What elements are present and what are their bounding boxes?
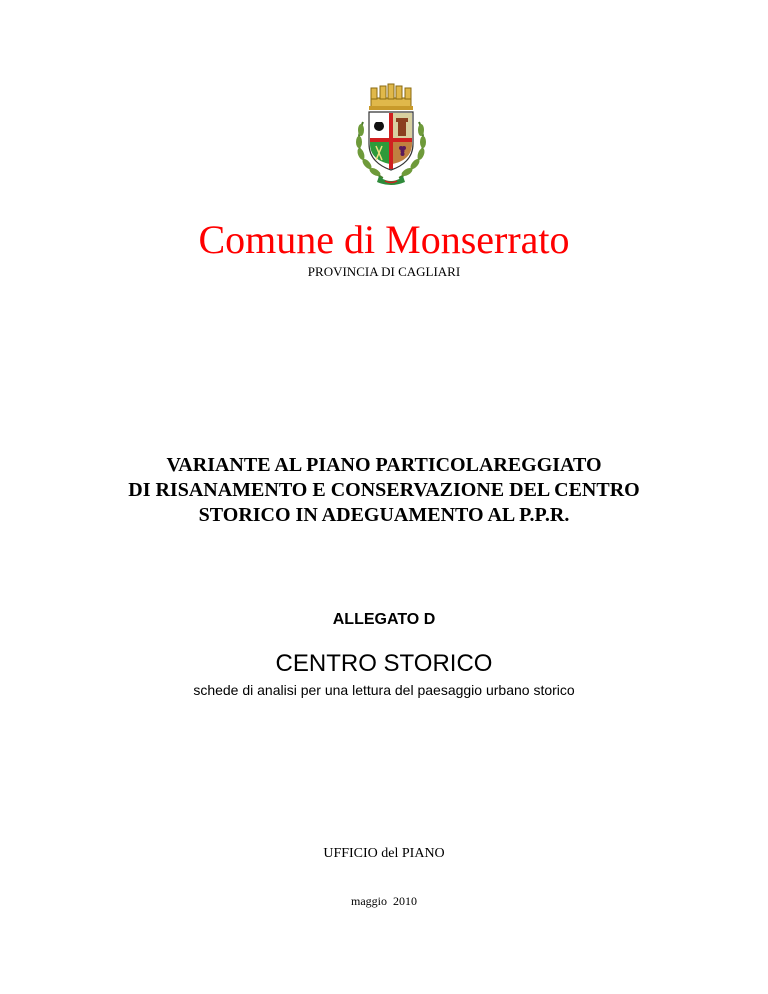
town-name: Comune di Monserrato — [198, 217, 570, 262]
office-name: UFFICIO del PIANO — [323, 846, 445, 861]
document-date: maggio 2010 — [351, 894, 417, 908]
province-name: PROVINCIA DI CAGLIARI — [307, 264, 461, 279]
coat-of-arms-icon — [349, 78, 433, 188]
document-title-line-1: VARIANTE AL PIANO PARTICOLAREGGIATO — [166, 454, 602, 476]
section-title: CENTRO STORICO — [275, 650, 493, 677]
attachment-label: ALLEGATO D — [332, 611, 436, 628]
document-title — [0, 453, 768, 528]
section-subtitle: schede di analisi per una lettura del paesaggio urbano storico — [193, 682, 575, 698]
document-title-line-3: STORICO IN ADEGUAMENTO AL P.P.R. — [198, 504, 570, 526]
document-title-line-2: DI RISANAMENTO E CONSERVAZIONE DEL CENTRO — [128, 479, 640, 501]
